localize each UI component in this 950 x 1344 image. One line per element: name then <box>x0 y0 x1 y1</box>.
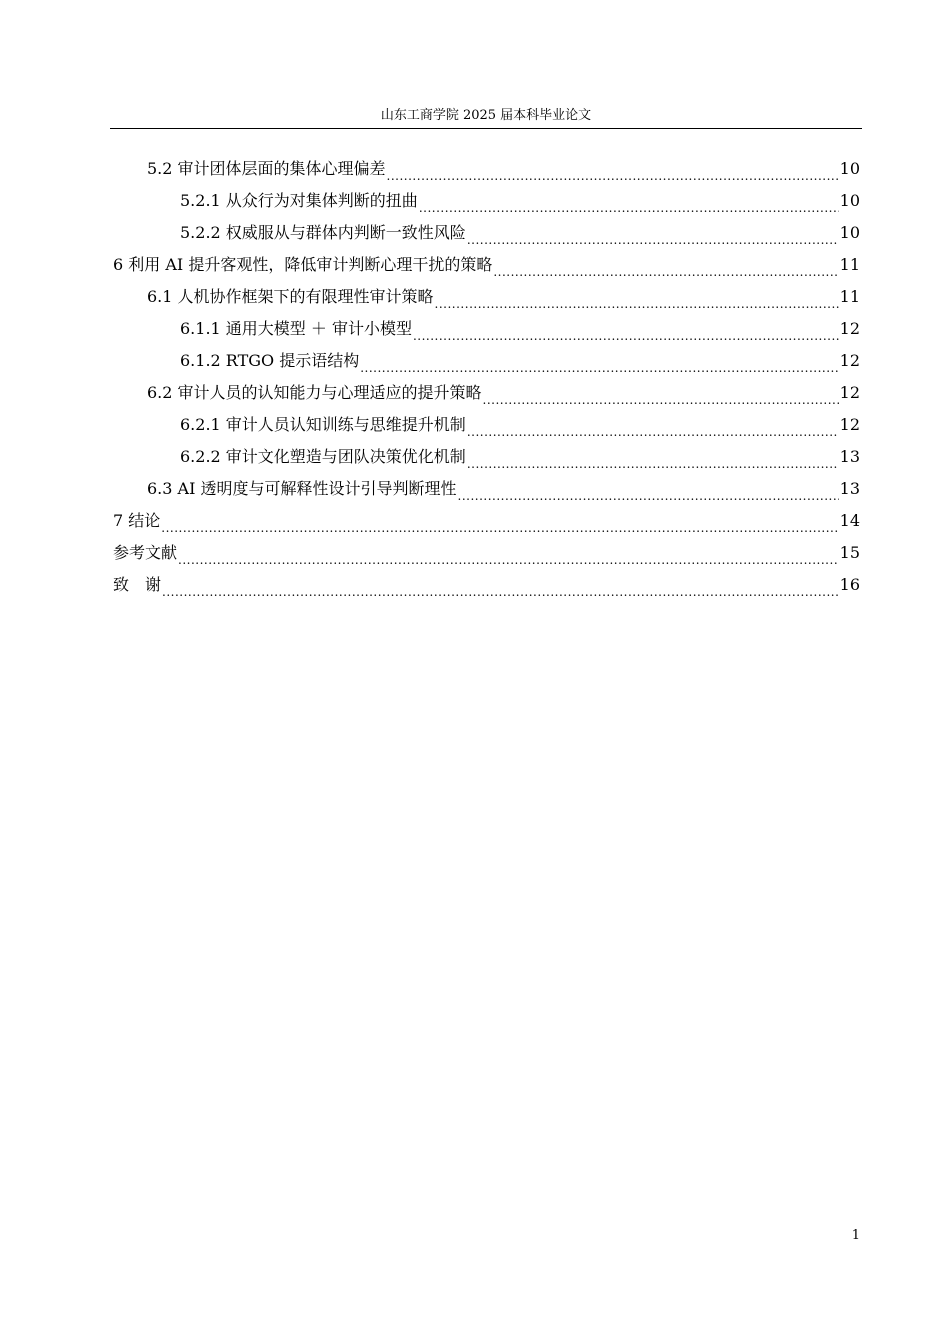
toc-leader-dots <box>419 185 839 217</box>
toc-entry-title: 6 利用 AI 提升客观性，降低审计判断心理干扰的策略 <box>113 249 492 281</box>
toc-entry-title: 5.2 审计团体层面的集体心理偏差 <box>147 153 386 185</box>
toc-leader-dots <box>413 313 839 345</box>
toc-entry-page: 15 <box>839 543 860 562</box>
toc-entry-title: 6.2.1 审计人员认知训练与思维提升机制 <box>180 409 466 441</box>
toc-entry[interactable] <box>113 185 860 217</box>
toc-entry[interactable] <box>113 345 860 377</box>
toc-entry-title: 6.2 审计人员的认知能力与心理适应的提升策略 <box>147 377 482 409</box>
header-rule <box>110 128 862 129</box>
toc-entry-page: 13 <box>839 479 860 498</box>
toc-entry[interactable] <box>113 313 860 345</box>
page-header: 山东工商学院 2025 届本科毕业论文 <box>380 108 592 123</box>
toc-leader-dots <box>467 217 839 249</box>
toc-entry-title: 参考文献 <box>113 537 177 569</box>
toc-leader-dots <box>178 537 839 569</box>
toc-entry-page: 10 <box>839 159 860 178</box>
toc-leader-dots <box>493 249 838 281</box>
toc-entry-title: 致 谢 <box>113 569 161 601</box>
toc-entry-title: 6.2.2 审计文化塑造与团队决策优化机制 <box>180 441 466 473</box>
toc-entry[interactable] <box>113 217 860 249</box>
toc-entry-page: 13 <box>839 447 860 466</box>
toc-entry-page: 14 <box>839 511 860 530</box>
toc-leader-dots <box>467 409 839 441</box>
toc-entry[interactable] <box>113 441 860 473</box>
toc-entry-title: 6.1.2 RTGO 提示语结构 <box>180 345 359 377</box>
toc-entry[interactable] <box>113 473 860 505</box>
toc-entry-title: 6.1.1 通用大模型 ＋ 审计小模型 <box>180 313 412 345</box>
toc-entry-page: 11 <box>839 287 860 306</box>
toc-leader-dots <box>435 281 839 313</box>
toc-entry-page: 12 <box>839 415 860 434</box>
toc-leader-dots <box>483 377 839 409</box>
toc-entry-page: 12 <box>839 383 860 402</box>
toc-leader-dots <box>161 505 838 537</box>
toc-leader-dots <box>162 569 839 601</box>
toc-entry-page: 10 <box>839 191 860 210</box>
toc-entry[interactable] <box>113 153 860 185</box>
table-of-contents <box>113 153 860 601</box>
toc-entry-title: 6.1 人机协作框架下的有限理性审计策略 <box>147 281 434 313</box>
toc-entry[interactable] <box>113 537 860 569</box>
toc-entry-title: 5.2.1 从众行为对集体判断的扭曲 <box>180 185 418 217</box>
toc-leader-dots <box>387 153 839 185</box>
toc-entry-page: 10 <box>839 223 860 242</box>
toc-leader-dots <box>360 345 838 377</box>
toc-entry[interactable] <box>113 569 860 601</box>
toc-leader-dots <box>467 441 839 473</box>
page-number: 1 <box>851 1228 860 1243</box>
toc-entry[interactable] <box>113 505 860 537</box>
toc-entry-page: 12 <box>839 351 860 370</box>
toc-entry[interactable] <box>113 409 860 441</box>
toc-entry[interactable] <box>113 249 860 281</box>
toc-entry-title: 7 结论 <box>113 505 160 537</box>
toc-entry-page: 11 <box>839 255 860 274</box>
toc-leader-dots <box>458 473 839 505</box>
toc-entry-title: 5.2.2 权威服从与群体内判断一致性风险 <box>180 217 466 249</box>
toc-entry-page: 12 <box>839 319 860 338</box>
toc-entry-title: 6.3 AI 透明度与可解释性设计引导判断理性 <box>147 473 457 505</box>
toc-entry[interactable] <box>113 377 860 409</box>
toc-entry-page: 16 <box>839 575 860 594</box>
toc-entry[interactable] <box>113 281 860 313</box>
